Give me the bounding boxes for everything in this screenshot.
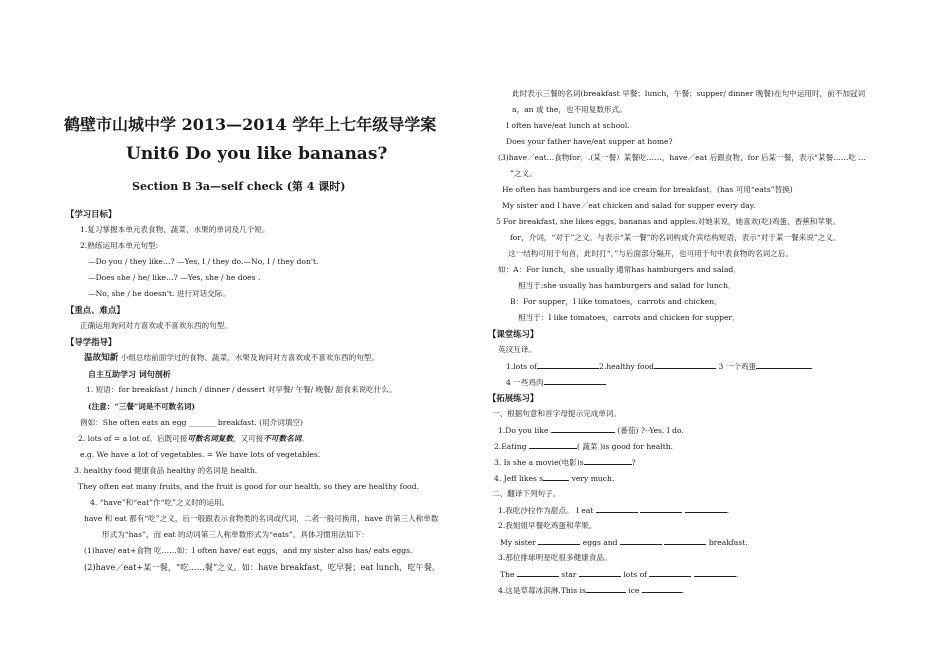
objectives-heading: 【学习目标】 <box>66 209 117 219</box>
translation-3-lots-of: lots of <box>623 570 647 579</box>
right-line-6: ”之义。 <box>510 169 537 178</box>
answer-blank[interactable] <box>586 585 626 593</box>
translation-3-start: The <box>500 570 515 579</box>
answer-blank[interactable] <box>642 585 685 595</box>
translation-2-subject: My sister <box>500 538 536 547</box>
translation-4-text: 4.这是草莓冰淇淋.This is <box>498 586 586 595</box>
exercise-4-end: very much. <box>569 474 615 483</box>
translation-2 <box>500 537 748 548</box>
point-4: 4. “have”和“eat”作“吃”之义时的运用。 <box>90 498 230 507</box>
answer-blank[interactable] <box>544 377 606 385</box>
right-line-3: I often have/eat lunch at school. <box>506 121 630 130</box>
point-3: 3. healthy food 健康食品 healthy 的名词是 health. <box>74 466 258 475</box>
guide-heading: 【导学指导】 <box>66 337 117 347</box>
practice-item-3: 3 一个鸡蛋 <box>718 362 757 371</box>
example-3: They often eat many fruits, and the fruit is good for our health, so they are healthy food. <box>78 482 419 491</box>
right-line-11: 这一结构可用于句首，此时打“，”与后面部分隔开，也可用于句中表食物的名词之后。 <box>508 249 793 258</box>
answer-blank[interactable] <box>584 457 632 465</box>
right-line-4: Does your father have/eat supper at home? <box>506 137 673 146</box>
translation-1 <box>498 505 729 516</box>
note-1: (注意：“三餐”词是不可数名词) <box>88 402 196 411</box>
point-2-part-e: 。 <box>301 434 309 443</box>
translation-1-end: . <box>726 506 730 515</box>
translation-4-ice: ice <box>628 586 640 595</box>
translation-1-text: 1.我吃沙拉作为甜点。 I eat <box>498 506 594 515</box>
example-2: e.g. We have a lot of vegetables. = We have lots of vegetables. <box>80 450 321 459</box>
right-line-10: for，介词，“对于”之义。与表示“某一餐”的名词构成介宾结构短语，表示“对于某一餐来说”之义。 <box>510 233 841 242</box>
point-1: 1. 短语：for breakfast / lunch / dinner / dessert 对早餐/ 午餐/ 晚餐/ 甜食来说吃什么。 <box>86 385 397 394</box>
exercise-1 <box>498 425 684 436</box>
unit-title: Unit6 Do you like bananas? <box>126 144 388 164</box>
point-2-part-a: 2. lots of = a lot of。后既可接 <box>78 434 188 443</box>
objective-2: 2.熟练运用本单元句型: <box>80 241 159 250</box>
translation-2-end: breakfast. <box>708 538 748 547</box>
keypoints-heading: 【重点、难点】 <box>66 305 125 315</box>
answer-blank[interactable] <box>685 505 730 515</box>
right-line-15: 相当于：I like tomatoes，carrots and chicken for supper． <box>518 313 740 322</box>
right-line-5: (3)have／eat…食物for．.(某一餐）某餐吃……，have／eat 后跟食物，for 后某一餐，表示“某餐……吃 … <box>498 153 867 162</box>
right-line-12: 如：A：For lunch，she usually 通常has hamburgers and salad． <box>498 265 741 274</box>
extension-intro-2: 二、翻译下列句子。 <box>492 489 561 498</box>
answer-blank[interactable] <box>756 361 812 369</box>
usage-1: (1)have/ eat+食物 吃……如：I often have/ eat eggs，and my sister also has/ eats eggs. <box>84 546 413 555</box>
right-line-13: 相当于:she usually has hamburgers and salad for lunch． <box>518 281 736 290</box>
exercise-2-hint: ( 蔬菜 )is good for health. <box>576 442 674 451</box>
answer-blank[interactable] <box>664 537 706 545</box>
answer-blank[interactable] <box>640 505 682 513</box>
translation-2-chinese: 2.我姐姐早餐吃鸡蛋和苹果。 <box>498 521 597 530</box>
exercise-1-hint: (番茄) ?--Yes, I do. <box>617 426 684 435</box>
exercise-2 <box>494 441 673 452</box>
sentence-pattern-3: —No, she / he doesn't. 进行对话交际。 <box>88 289 230 298</box>
review-text: 小组总结前面学过的食物、蔬菜、水果及询问对方喜欢或不喜欢东西的句型。 <box>118 353 379 362</box>
answer-blank[interactable] <box>537 361 599 369</box>
answer-blank[interactable] <box>543 473 569 481</box>
translation-3 <box>500 569 738 580</box>
point-2-emphasis-b: 不可数名词 <box>263 434 302 443</box>
translation-4-end: . <box>681 586 685 595</box>
exercise-4-text: 4. Jeff likes s <box>494 474 544 483</box>
right-line-9: 5 For breakfast, she likes eggs, bananas and apples.对她来说，她喜欢(吃)鸡蛋、香蕉和苹果。 <box>496 217 841 226</box>
answer-blank[interactable] <box>538 537 580 545</box>
translation-3-star: star <box>561 570 577 579</box>
answer-blank[interactable] <box>654 361 716 369</box>
review-label: 温故知新 <box>84 353 119 363</box>
answer-blank[interactable] <box>694 569 739 579</box>
translation-3-end: . <box>735 570 739 579</box>
answer-blank[interactable] <box>517 569 559 577</box>
right-line-2: a，an 或 the，也不用复数形式。 <box>512 105 627 114</box>
practice-intro: 英汉互译。 <box>498 345 536 354</box>
answer-blank[interactable] <box>551 425 615 433</box>
extension-intro-1: 一、根据句意和首字母提示完成单词。 <box>492 409 622 418</box>
exercise-4 <box>494 473 614 484</box>
point-4-text-2: 形式为“has”，而 eat 的动词第三人称单数形式为“eats”。具体习惯用法如下： <box>102 530 369 539</box>
right-line-1: 此时表示三餐的名词(breakfast 早餐；lunch，午餐；supper/ dinner 晚餐)在句中运用时，前不加冠词 <box>512 89 866 98</box>
usage-2: (2)have／eat+某一餐，“吃……餐”之义。如：have breakfast，吃早餐；eat lunch，吃午餐。 <box>84 562 441 572</box>
practice-line-2 <box>506 377 606 388</box>
extension-heading: 【拓展练习】 <box>488 393 539 403</box>
section-title: Section B 3a—self check (第 4 课时) <box>132 180 346 193</box>
answer-blank[interactable] <box>596 505 638 513</box>
exercise-3-end: ? <box>631 458 636 467</box>
objective-1: 1.复习掌握本单元表食物、蔬菜、水果的单词及几个短。 <box>80 225 270 234</box>
translation-2-middle: eggs and <box>582 538 618 547</box>
document-title: 鹤壁市山城中学 2013—2014 学年上七年级导学案 <box>64 115 437 134</box>
point-2 <box>78 434 309 444</box>
review-line <box>84 353 379 363</box>
practice-item-4: 4 一些鸡肉 <box>506 378 544 387</box>
point-2-part-c: ，又可接 <box>232 434 264 443</box>
translation-3-chinese: 3.那位排球明星吃很多健康食品。 <box>498 553 612 562</box>
practice-line-1 <box>506 361 812 372</box>
answer-blank[interactable] <box>529 441 577 449</box>
answer-blank[interactable] <box>579 569 621 577</box>
exercise-3 <box>494 457 636 468</box>
answer-blank[interactable] <box>620 537 662 545</box>
right-line-8: My sister and I have／eat chicken and salad for supper every day. <box>502 201 756 210</box>
sentence-pattern-2: —Does she / he/ like…? —Yes, she / he does . <box>88 273 261 282</box>
practice-item-2: 2.healthy food <box>599 362 655 371</box>
practice-heading: 【课堂练习】 <box>488 329 539 339</box>
right-line-7: He often has hamburgers and ice cream for breakfast．(has 可用“eats”替换) <box>502 185 793 194</box>
self-study-heading: 自主互助学习 词句剖析 <box>88 369 171 379</box>
exercise-3-text: 3. Is she a movie(电影)s <box>494 458 584 467</box>
right-line-14: B：For supper，I like tomatoes，carrots and chicken． <box>510 297 722 306</box>
point-2-emphasis-a: 可数名词复数 <box>187 434 233 443</box>
exercise-1-text: 1.Do you like <box>498 426 549 435</box>
practice-item-1: 1.lots of <box>506 362 537 371</box>
sentence-pattern-1: —Do you / they like…? —Yes, I / they do.—No, I / they don't. <box>88 257 319 266</box>
translation-4 <box>498 585 684 596</box>
point-4-text-1: have 和 eat 都有“吃”之义，后一般跟表示食物类的名词或代词，二者一般可换用，have 的第三人称单数 <box>84 514 439 523</box>
answer-blank[interactable] <box>649 569 691 577</box>
exercise-2-text: 2.Eating <box>494 442 527 451</box>
keypoints-text: 正确运用询问对方喜欢或不喜欢东西的句型。 <box>80 321 232 330</box>
example-1: 例如：She often eats an egg _______ breakfast. (用介词填空) <box>80 418 303 427</box>
